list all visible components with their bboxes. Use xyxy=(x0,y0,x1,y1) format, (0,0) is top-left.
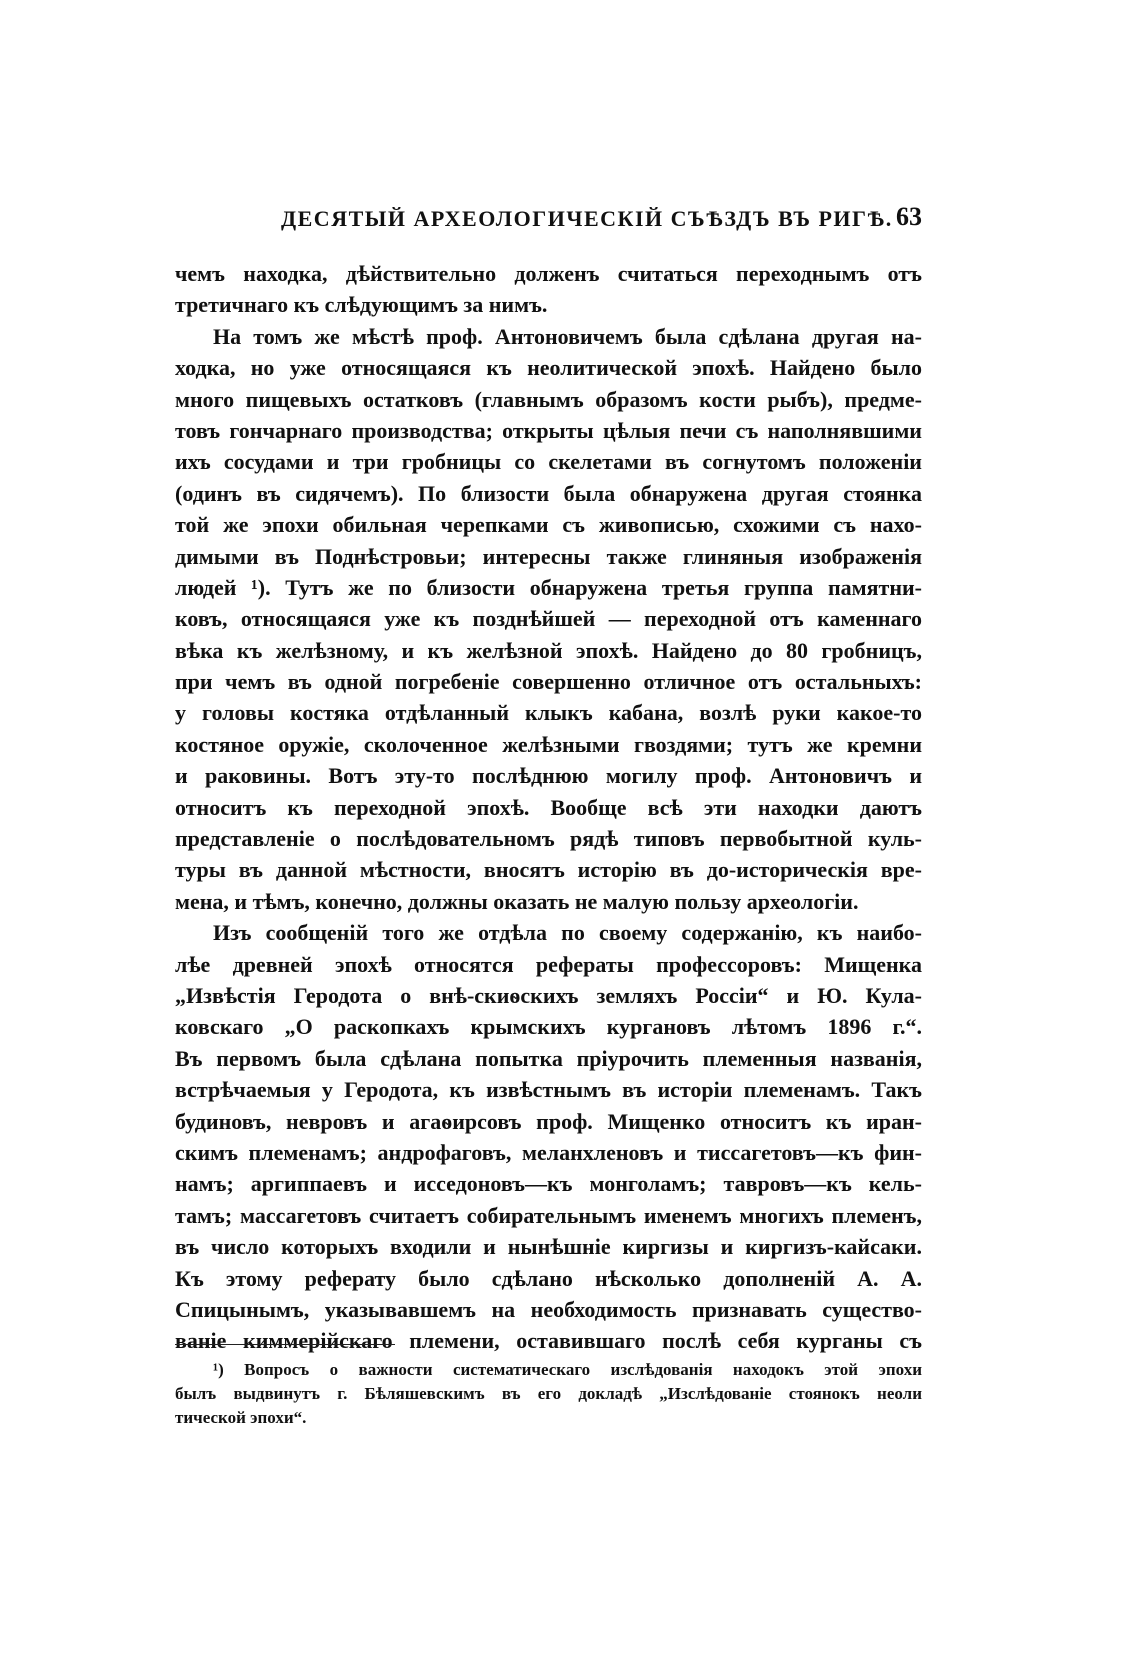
text-line: лѣе древней эпохѣ относятся рефераты профессоровъ: Мищенка xyxy=(175,951,922,977)
running-title: ДЕСЯТЫЙ АРХЕОЛОГИЧЕСКІЙ СЪѢЗДЪ ВЪ РИГѢ. xyxy=(281,206,893,231)
text-line: товъ гончарнаго производства; открыты цѣлыя печи съ наполнявшими xyxy=(175,417,922,443)
text-line: чемъ находка, дѣйствительно долженъ считаться переходнымъ отъ xyxy=(175,261,922,286)
page-number: 63 xyxy=(896,202,922,231)
running-head xyxy=(175,202,922,246)
text-line: скимъ племенамъ; андрофаговъ, меланхленовъ и тиссагетовъ—къ фин- xyxy=(175,1139,922,1165)
text-line: той же эпохи обильная черепками съ живописью, схожими съ нахо- xyxy=(175,512,922,538)
footnote xyxy=(175,1358,922,1430)
text-line: людей ¹). Тутъ же по близости обнаружена третья группа памятни- xyxy=(175,574,922,600)
text-line: мена, и тѣмъ, конечно, должны оказать не малую пользу археологіи. xyxy=(175,888,859,914)
text-line: у головы костяка отдѣланный клыкъ кабана, возлѣ руки какое-то xyxy=(175,700,922,726)
text-line: „Извѣстія Геродота о внѣ-скиѳскихъ земляхъ Россіи“ и Ю. Кула- xyxy=(175,982,922,1008)
footnote-line: былъ выдвинутъ г. Бѣляшевскимъ въ его докладѣ „Изслѣдованіе стоянокъ неоли xyxy=(175,1384,922,1403)
text-line: относитъ къ переходной эпохѣ. Вообще всѣ эти находки даютъ xyxy=(175,794,922,820)
text-line: ихъ сосудами и три гробницы со скелетами въ согнутомъ положеніи xyxy=(175,449,922,475)
text-line: тамъ; массагетовъ считаетъ собирательнымъ именемъ многихъ племенъ, xyxy=(175,1202,922,1228)
text-line: туры въ данной мѣстности, вносятъ исторію въ до-историческія вре- xyxy=(175,857,922,883)
text-line: ковскаго „О раскопкахъ крымскихъ кургановъ лѣтомъ 1896 г.“. xyxy=(175,1014,922,1040)
text-line: (одинъ въ сидячемъ). По близости была обнаружена другая стоянка xyxy=(175,480,922,506)
text-line: вѣка къ желѣзному, и къ желѣзной эпохѣ. Найдено до 80 гробницъ, xyxy=(175,637,922,663)
text-line: много пищевыхъ остатковъ (главнымъ образомъ кости рыбъ), предме- xyxy=(175,386,922,412)
text-line: димыми въ Поднѣстровьи; интересны также глиняныя изображенія xyxy=(175,543,922,569)
footnote-line: тической эпохи“. xyxy=(175,1408,307,1427)
text-line: въ число которыхъ входили и нынѣшніе киргизы и киргизъ-кайсаки. xyxy=(175,1234,922,1260)
text-line: при чемъ въ одной погребеніе совершенно отличное отъ остальныхъ: xyxy=(175,669,922,695)
text-line: Спицынымъ, указывавшемъ на необходимость признавать существо- xyxy=(175,1296,922,1322)
text-line: ходка, но уже относящаяся къ неолитической эпохѣ. Найдено было xyxy=(175,355,922,381)
body-text xyxy=(175,258,922,1357)
text-line: встрѣчаемыя у Геродота, къ извѣстнымъ въ исторіи племенамъ. Такъ xyxy=(175,1077,922,1103)
text-line: будиновъ, невровъ и агаѳирсовъ проф. Мищенко относитъ къ иран- xyxy=(175,1108,922,1134)
text-line: костяное оружіе, сколоченное желѣзными гвоздями; тутъ же кремни xyxy=(175,731,922,757)
text-line: намъ; аргиппаевъ и исседоновъ—къ монголамъ; тавровъ—къ кель- xyxy=(175,1171,922,1197)
text-line: и раковины. Вотъ эту-то послѣднюю могилу проф. Антоновичъ и xyxy=(175,763,922,789)
text-line: ваніе киммерійскаго племени, оставившаго послѣ себя курганы съ xyxy=(175,1328,922,1354)
footnote-rule xyxy=(175,1344,395,1345)
text-line: ковъ, относящаяся уже къ позднѣйшей — переходной отъ каменнаго xyxy=(175,606,922,632)
text-line: На томъ же мѣстѣ проф. Антоновичемъ была сдѣлана другая на- xyxy=(213,323,922,349)
text-line: представленіе о послѣдовательномъ рядѣ типовъ первобытной куль- xyxy=(175,826,922,852)
footnote-line: ¹) Вопросъ о важности систематическаго изслѣдованія находокъ этой эпохи xyxy=(213,1360,922,1379)
text-line: Изъ сообщеній того же отдѣла по своему содержанію, къ наибо- xyxy=(213,920,922,946)
text-line: третичнаго къ слѣдующимъ за нимъ. xyxy=(175,292,548,318)
text-line: Къ этому реферату было сдѣлано нѣсколько дополненій А. А. xyxy=(175,1265,922,1291)
text-line: Въ первомъ была сдѣлана попытка пріурочить племенныя названія, xyxy=(175,1045,922,1071)
